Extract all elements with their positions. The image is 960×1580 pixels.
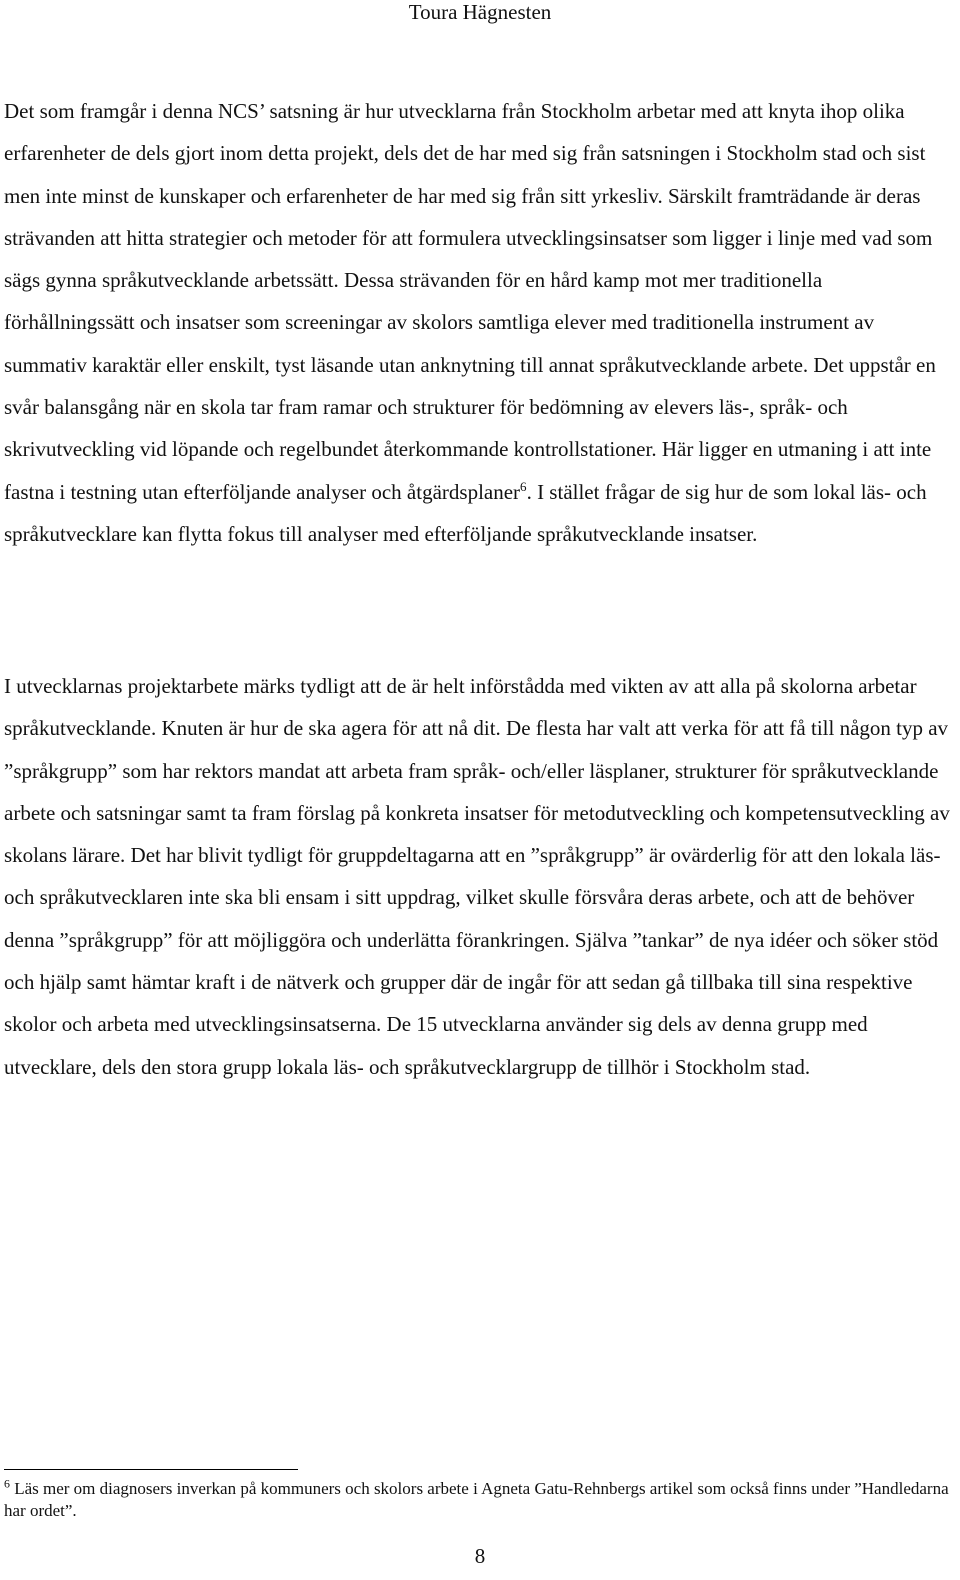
footnote-separator [4, 1469, 298, 1470]
footnote-reference[interactable]: 6 [520, 478, 527, 494]
paragraph-1-text-b: . I stället frågar de sig hur de som lokal läs- och språkutvecklare kan flytta fokus till analyser med efterföljande språkutvecklande insatser. [4, 479, 927, 546]
footnote-number: 6 [4, 1476, 10, 1491]
footnote-text: Läs mer om diagnosers inverkan på kommuners och skolors arbete i Agneta Gatu-Rehnbergs artikel som också finns under ”Handledarna har ordet”. [4, 1479, 949, 1520]
body-paragraph-1 [4, 90, 956, 555]
page-number: 8 [474, 1544, 486, 1568]
paragraph-1-text-a: Det som framgår i denna NCS’ satsning är hur utvecklarna från Stockholm arbetar med att knyta ihop olika erfarenheter de dels gjort inom detta projekt, dels det de har med sig från satsningen i Stockholm stad och sist men inte minst de kunskaper och erfarenheter de har med sig från sitt yrkesliv. Särskilt framträdande är deras strävanden att hitta strategier och metoder för att formulera utvecklingsinsatser som ligger i linje med vad som sägs gynna språkutvecklande arbetssätt. Dessa strävanden för en hård kamp mot mer traditionella förhållningssätt och insatser som screeningar av skolors samtliga elever med traditionella instrument av summativ karaktär eller enskilt, tyst läsande utan anknytning till annat språkutvecklande arbete. Det uppstår en svår balansgång när en skola tar fram ramar och strukturer för bedömning av elevers läs-, språk- och skrivutveckling vid löpande och regelbundet återkommande kontrollstationer. Här ligger en utmaning i att inte fastna i testning utan efterföljande analyser och åtgärdsplaner [4, 99, 936, 504]
body-paragraph-2: I utvecklarnas projektarbete märks tydligt att de är helt införstådda med vikten av att alla på skolorna arbetar språkutvecklande. Knuten är hur de ska agera för att nå dit. De flesta har valt att verka för att få till någon typ av ”språkgrupp” som har rektors mandat att arbeta fram språk- och/eller läsplaner, strukturer för språkutvecklande arbete och satsningar samt ta fram förslag på konkreta insatser för metodutveckling och kompetensutveckling av skolans lärare. Det har blivit tydligt för gruppdeltagarna att en ”språkgrupp” är ovärderlig för att den lokala läs- och språkutvecklaren inte ska bli ensam i sitt uppdrag, vilket skulle försvåra deras arbete, och att de behöver denna ”språkgrupp” för att möjliggöra och underlätta förankringen. Själva ”tankar” de nya idéer och söker stöd och hjälp samt hämtar kraft i de nätverk och grupper där de ingår för att sedan gå tillbaka till sina respektive skolor och arbeta med utvecklingsinsatserna. De 15 utvecklarna använder sig dels av denna grupp med utvecklare, dels den stora grupp lokala läs- och språkutvecklargrupp de tillhör i Stockholm stad. [4, 674, 950, 1079]
page-header-author: Toura Hägnesten [408, 0, 552, 24]
footnote [4, 1478, 954, 1522]
